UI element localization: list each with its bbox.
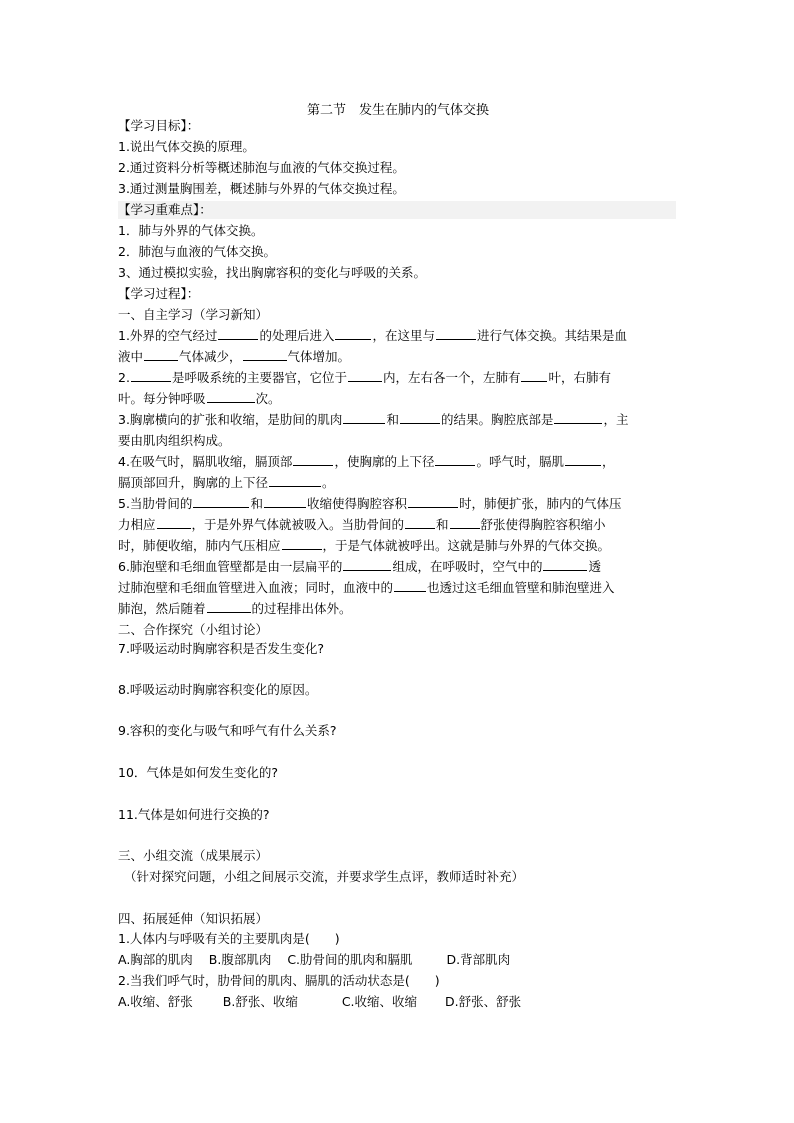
keypoint-item: 2．肺泡与血液的气体交换。	[118, 244, 276, 259]
fill-blank[interactable]	[450, 516, 480, 529]
fill-blank[interactable]	[131, 369, 171, 382]
exercise-1-option[interactable]: A.胸部的肌肉	[118, 952, 193, 967]
question-9: 9.容积的变化与吸气和呼气有什么关系?	[118, 723, 337, 738]
fill-blank[interactable]	[335, 327, 371, 340]
question-5-line-3: 时，肺便收缩，肺内气压相应 ，于是气体就被呼出。这就是肺与外界的气体交换。	[118, 538, 611, 553]
question-5-line-2: 力相应 ，于是外界气体就被吸入。当肋骨间的 和 舒张使得胸腔容积缩小	[118, 517, 606, 532]
section-4-heading: 四、拓展延伸（知识拓展）	[118, 911, 269, 926]
question-1-line-1: 1.外界的空气经过 的处理后进入 ，在这里与 进行气体交换。其结果是血	[118, 328, 627, 343]
fill-blank[interactable]	[264, 495, 306, 508]
fill-blank[interactable]	[554, 411, 602, 424]
fill-blank[interactable]	[243, 348, 287, 361]
question-3-line-1: 3.胸廓横向的扩张和收缩，是肋间的肌肉 和 的结果。胸腔底部是 ，主	[118, 412, 629, 427]
section-3-note: （针对探究问题，小组之间展示交流，并要求学生点评，教师适时补充）	[124, 869, 525, 884]
section-1-heading: 一、自主学习（学习新知）	[118, 307, 269, 322]
fill-blank[interactable]	[348, 369, 382, 382]
exercise-1-option[interactable]: C.肋骨间的肌肉和膈肌	[287, 952, 413, 967]
exercise-2-question: 2.当我们呼气时，肋骨间的肌肉、膈肌的活动状态是( )	[118, 973, 440, 988]
fill-blank[interactable]	[565, 453, 601, 466]
goal-item: 2.通过资料分析等概述肺泡与血液的气体交换过程。	[118, 160, 405, 175]
exercise-1-option[interactable]: B.腹部肌肉	[208, 952, 272, 967]
fill-blank[interactable]	[218, 327, 258, 340]
goal-item: 3.通过测量胸围差，概述肺与外界的气体交换过程。	[118, 181, 405, 196]
keypoint-item: 3、通过模拟实验，找出胸廓容积的变化与呼吸的关系。	[118, 265, 426, 280]
exercise-1-question: 1.人体内与呼吸有关的主要肌肉是( )	[118, 931, 340, 946]
fill-blank[interactable]	[193, 495, 249, 508]
question-4-line-2: 膈顶部回升，胸廓的上下径 。	[118, 475, 335, 490]
fill-blank[interactable]	[207, 600, 251, 613]
exercise-1-options	[118, 951, 510, 969]
question-6-line-2: 过肺泡壁和毛细血管壁进入血液；同时，血液中的 也透过这毛细血管壁和肺泡壁进入	[118, 580, 615, 595]
goals-heading: 【学习目标】：	[118, 118, 200, 133]
fill-blank[interactable]	[207, 390, 255, 403]
fill-blank[interactable]	[521, 369, 547, 382]
exercise-2-option[interactable]: D.舒张、舒张	[444, 994, 522, 1009]
fill-blank[interactable]	[144, 348, 178, 361]
exercise-2-option[interactable]: C.收缩、收缩	[341, 994, 418, 1009]
section-2-heading: 二、合作探究（小组讨论）	[118, 622, 269, 637]
fill-blank[interactable]	[269, 474, 321, 487]
question-6-line-3: 肺泡，然后随着 的过程排出体外。	[118, 601, 352, 616]
question-2-line-2: 叶。每分钟呼吸 次。	[118, 391, 281, 406]
fill-blank[interactable]	[435, 453, 475, 466]
fill-blank[interactable]	[293, 453, 333, 466]
question-10: 10．气体是如何发生变化的?	[118, 765, 279, 780]
exercise-2-options	[118, 993, 521, 1011]
goal-item: 1.说出气体交换的原理。	[118, 139, 255, 154]
fill-blank[interactable]	[343, 411, 385, 424]
exercise-2-option[interactable]: A.收缩、舒张	[118, 994, 193, 1009]
question-4-line-1: 4.在吸气时，膈肌收缩，膈顶部 ，使胸廓的上下径 。呼气时，膈肌 ，	[118, 454, 615, 469]
question-5-line-1: 5.当肋骨间的 和 收缩使得胸腔容积 时，肺便扩张，肺内的气体压	[118, 496, 622, 511]
fill-blank[interactable]	[543, 558, 587, 571]
fill-blank[interactable]	[157, 516, 191, 529]
fill-blank[interactable]	[400, 411, 440, 424]
fill-blank[interactable]	[408, 495, 458, 508]
question-6-line-1: 6.肺泡壁和毛细血管壁都是由一层扁平的 组成，在呼吸时，空气中的 透	[118, 559, 601, 574]
keypoints-heading: 【学习重难点】：	[118, 201, 676, 219]
question-2-line-1: 2. 是呼吸系统的主要器官，它位于 内，左右各一个，左肺有 叶，右肺有	[118, 370, 611, 385]
fill-blank[interactable]	[343, 558, 391, 571]
question-8: 8.呼吸运动时胸廓容积变化的原因。	[118, 682, 318, 697]
exercise-1-option[interactable]: D.背部肌肉	[446, 952, 511, 967]
fill-blank[interactable]	[394, 579, 426, 592]
fill-blank[interactable]	[436, 327, 476, 340]
keypoint-item: 1．肺与外界的气体交换。	[118, 223, 264, 238]
fill-blank[interactable]	[405, 516, 435, 529]
fill-blank[interactable]	[282, 537, 322, 550]
page-title: 第二节 发生在肺内的气体交换	[306, 103, 489, 118]
section-3-heading: 三、小组交流（成果展示）	[118, 848, 269, 863]
question-1-line-2: 液中 气体减少， 气体增加。	[118, 349, 351, 364]
question-3-line-2: 要由肌肉组织构成。	[118, 433, 231, 448]
process-heading: 【学习过程】：	[118, 286, 200, 301]
exercise-2-option[interactable]: B.舒张、收缩	[222, 994, 298, 1009]
question-11: 11.气体是如何进行交换的?	[118, 807, 270, 822]
question-7: 7.呼吸运动时胸廓容积是否发生变化?	[118, 641, 325, 656]
